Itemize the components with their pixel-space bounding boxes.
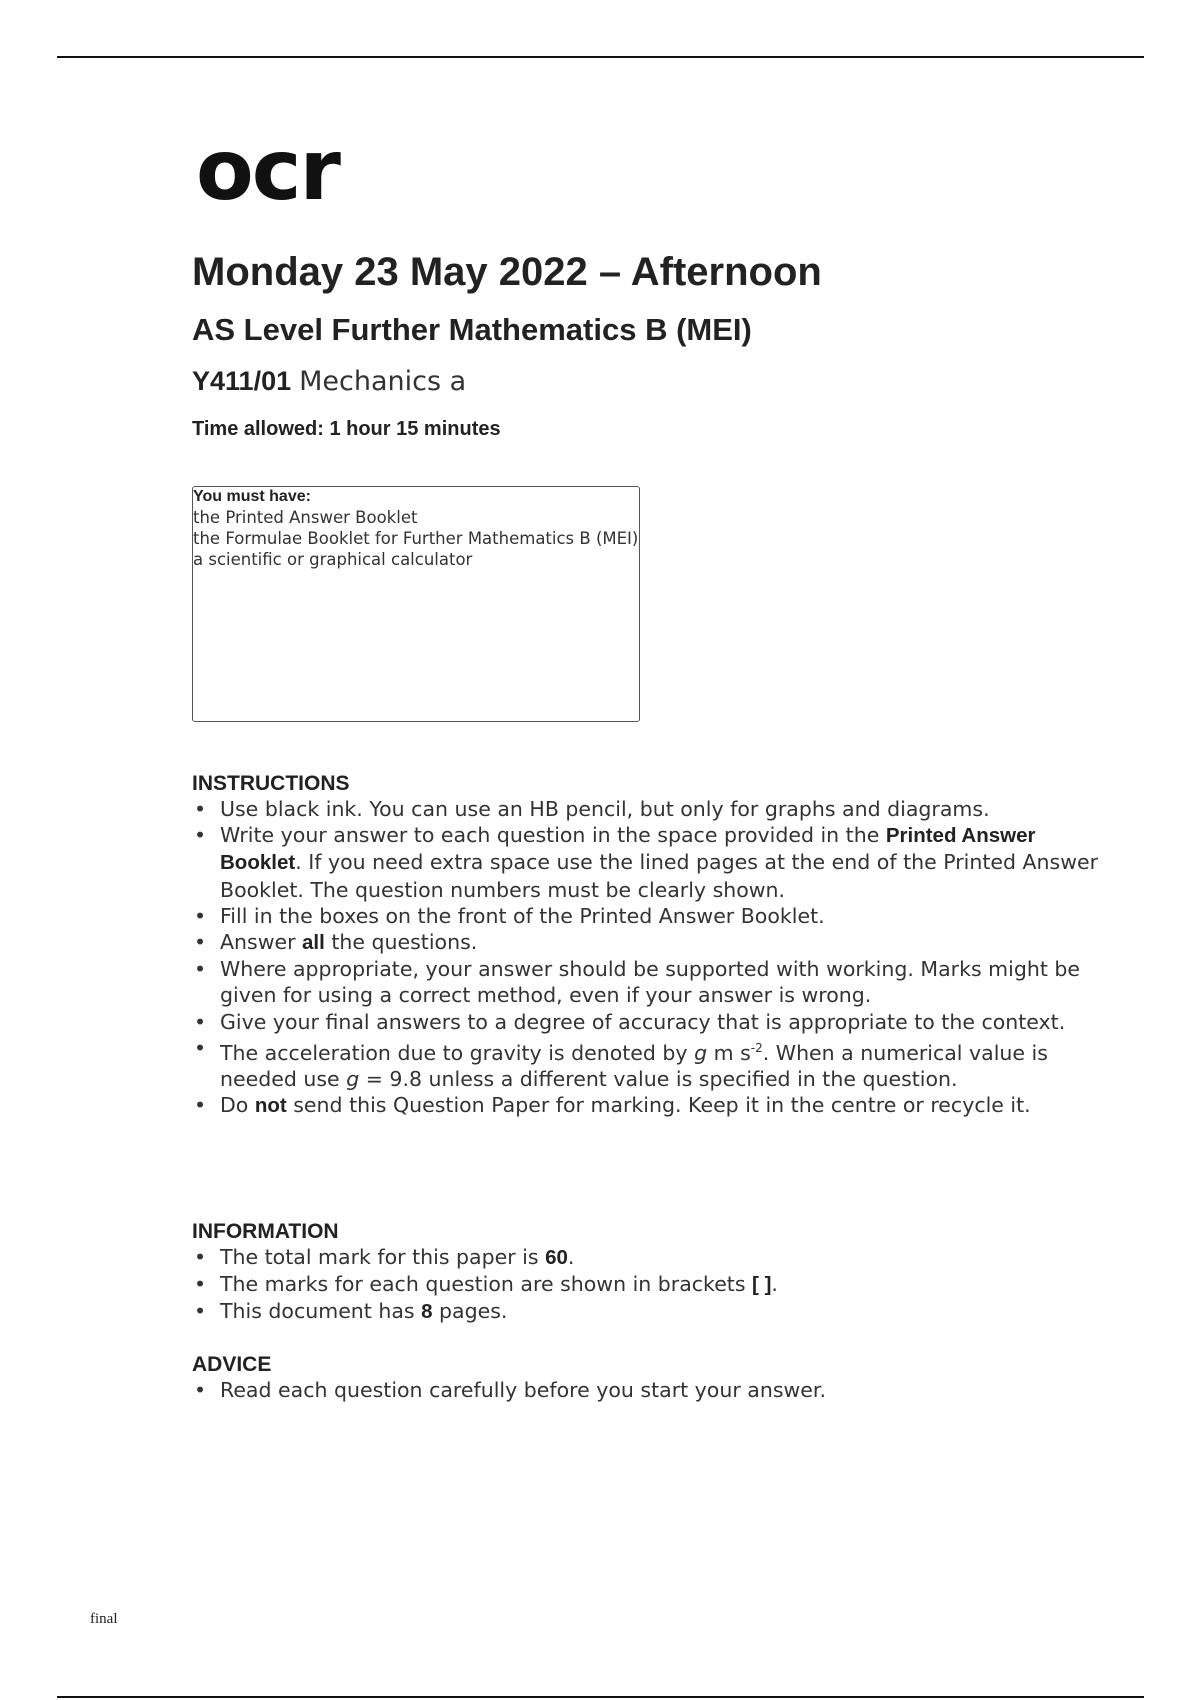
must-have-heading: You must have: bbox=[193, 488, 311, 505]
advice-list bbox=[192, 1377, 1122, 1403]
list-item: • Answer all the questions. bbox=[192, 929, 1122, 956]
must-have-item: the Printed Answer Booklet bbox=[193, 508, 418, 527]
list-item: • Write your answer to each question in the space provided in the Printed Answer Booklet. If you need extra space use the lined pages at the end of the Printed Answer Booklet. The question numbers must be clearly shown. bbox=[192, 822, 1122, 903]
instructions-heading: INSTRUCTIONS bbox=[192, 772, 350, 795]
time-allowed: Time allowed: 1 hour 15 minutes bbox=[192, 418, 501, 440]
exam-date-heading: Monday 23 May 2022 – Afternoon bbox=[192, 250, 822, 294]
list-item: • This document has 8 pages. bbox=[192, 1298, 1122, 1325]
top-rule bbox=[57, 56, 1144, 58]
paper-code-line bbox=[192, 368, 466, 395]
bottom-rule bbox=[57, 1696, 1144, 1698]
paper-code: Y411/01 bbox=[192, 366, 292, 396]
instructions-list bbox=[192, 796, 1122, 1119]
list-item: • Fill in the boxes on the front of the Printed Answer Booklet. bbox=[192, 903, 1122, 929]
list-item: • The marks for each question are shown in brackets [ ]. bbox=[192, 1271, 1122, 1298]
must-have-box bbox=[192, 486, 640, 722]
list-item: • Read each question carefully before you start your answer. bbox=[192, 1377, 1122, 1403]
list-item: • The total mark for this paper is 60. bbox=[192, 1244, 1122, 1271]
information-heading: INFORMATION bbox=[192, 1220, 339, 1243]
ocr-logo: ocr bbox=[196, 121, 339, 219]
information-list bbox=[192, 1244, 1122, 1326]
must-have-item: a scientific or graphical calculator bbox=[193, 550, 473, 569]
must-have-item: the Formulae Booklet for Further Mathematics B (MEI) bbox=[193, 529, 639, 548]
list-item: • Where appropriate, your answer should be supported with working. Marks might be given for using a correct method, even if your answer is wrong. bbox=[192, 956, 1122, 1008]
paper-name: Mechanics a bbox=[299, 366, 467, 397]
footer-mark: final bbox=[90, 1611, 118, 1627]
subject-heading: AS Level Further Mathematics B (MEI) bbox=[192, 312, 752, 347]
advice-heading: ADVICE bbox=[192, 1353, 272, 1376]
list-item: • Use black ink. You can use an HB pencil, but only for graphs and diagrams. bbox=[192, 796, 1122, 822]
must-have-list bbox=[193, 507, 639, 570]
list-item: • Do not send this Question Paper for marking. Keep it in the centre or recycle it. bbox=[192, 1092, 1122, 1119]
list-item: • The acceleration due to gravity is denoted by g m $s^{-2}$. When a numerical value is needed use g = 9.8 unless a different value is specified in the question. bbox=[192, 1035, 1122, 1092]
list-item: • Give your final answers to a degree of accuracy that is appropriate to the context. bbox=[192, 1009, 1122, 1035]
